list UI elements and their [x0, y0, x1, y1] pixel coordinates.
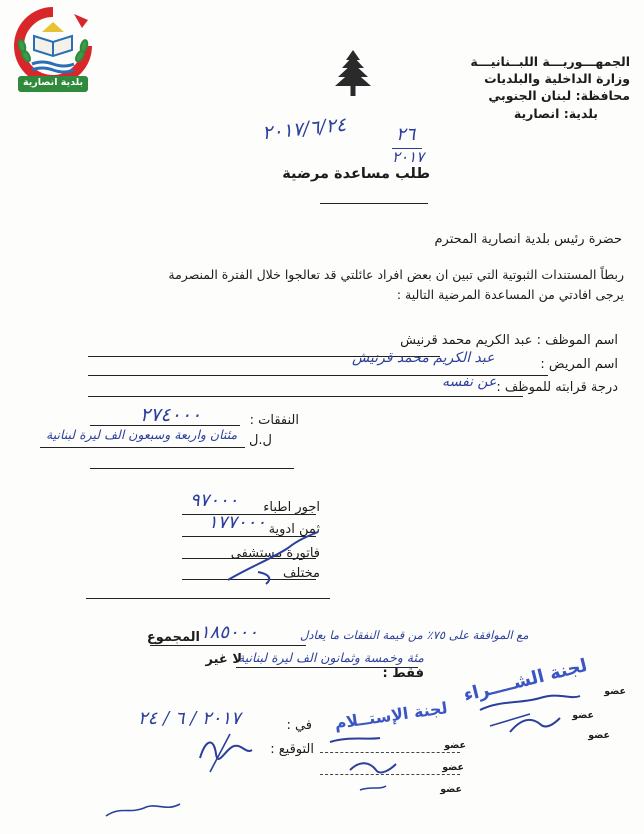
amount-words-line: [40, 447, 245, 448]
item-doctor-fees-label: اجور اطباء: [263, 500, 320, 515]
body-line-2: يرجى افادتي من المساعدة المرضية التالية :: [396, 287, 624, 302]
salutation: حضرة رئيس بلدية انصارية المحترم: [434, 232, 622, 247]
ref-year: ٢٠١٧: [392, 148, 425, 166]
expenses-value: ٢٧٤٠٠٠: [140, 404, 202, 426]
purchase-signatures: [470, 680, 620, 750]
footer-signature-label: التوقيع :: [270, 742, 314, 757]
relation-line: [88, 396, 523, 397]
bottom-scribble: [100, 790, 190, 826]
receipt-member-3: عضو: [440, 784, 462, 795]
title-underline: [320, 203, 428, 204]
footer-date: ٢٠١٧ / ٦ / ٢٤: [138, 708, 241, 729]
only-label: فقط :: [382, 666, 424, 681]
total-words-line: [236, 667, 418, 668]
receipt-member-1: عضو: [444, 740, 466, 751]
purchase-member-2: عضو: [572, 710, 594, 721]
relation-value: عن نفسه: [442, 374, 497, 390]
body-line-1: ربطاً المستندات الثبوتية التي تبين ان بعض افراد عائلتي قد تعالجوا خلال الفترة المنصرمة: [168, 267, 624, 282]
blank-line: [90, 468, 294, 469]
ref-number: ٢٦: [396, 124, 416, 145]
relation-label: درجة قرابته للموظف :: [496, 380, 618, 395]
receipt-member-2: عضو: [442, 762, 464, 773]
header-municipality: بلدية: انصارية: [513, 106, 598, 121]
cedar-icon: [332, 48, 374, 100]
employee-name-field: اسم الموظف : عبد الكريم محمد قرنيش: [400, 333, 618, 348]
employee-signature: [190, 728, 260, 778]
footer-in-label: في :: [286, 718, 312, 733]
expenses-line: [90, 425, 240, 426]
expenses-label: النفقات :: [249, 413, 299, 428]
item-hospital-label: فاتورة مستشفى: [230, 546, 320, 561]
purchase-member-1: عضو: [604, 686, 626, 697]
total-label: المجموع: [146, 630, 200, 645]
subtotal-line: [86, 598, 330, 599]
purchase-member-3: عضو: [588, 730, 610, 741]
total-value: ١٨٥٠٠٠: [200, 622, 259, 643]
header-governorate: محافظة: لبنان الجنوبي: [488, 88, 630, 103]
patient-label: اسم المريض :: [540, 357, 618, 372]
municipality-logo: [4, 6, 102, 98]
total-words: مئة وخمسة وثمانون الف ليرة لبنانية: [238, 650, 424, 665]
item-doctor-fees-value: ٩٧٠٠٠: [190, 490, 239, 511]
crossed-out-scribble: [218, 528, 338, 588]
header-republic: الجمهـــوريـــة اللبــنانيـــة: [470, 54, 630, 69]
item-misc-label: مختلف: [282, 566, 320, 581]
no-more-label: لا غير: [205, 652, 242, 667]
patient-value: عبد الكريم محمد قرنيش: [352, 350, 495, 366]
currency-label: ل.ل: [248, 433, 272, 448]
page-title: طلب مساعدة مرضية: [282, 166, 430, 182]
approval-note: مع الموافقة على ٧٥٪ من قيمة النفقات ما يعادل: [300, 628, 529, 642]
header-ministry: وزارة الداخلية والبلديات: [484, 71, 630, 86]
amount-words: مئتان واربعة وسبعون الف ليرة لبنانية: [46, 427, 238, 442]
total-line: [150, 645, 306, 646]
item-medicine-label: ثمن ادوية: [268, 522, 320, 537]
item-medicine-value: ١٧٧٠٠٠: [208, 512, 267, 533]
receipt-signatures: [320, 730, 450, 810]
receipt-committee-stamp: لجنة الإستــلام: [333, 698, 449, 733]
ref-date: ٢٠١٧/٦/٢٤: [261, 113, 348, 145]
logo-text: بلدية انصارية: [22, 77, 84, 88]
purchase-committee-stamp: لجنة الشــــراء: [461, 654, 590, 707]
